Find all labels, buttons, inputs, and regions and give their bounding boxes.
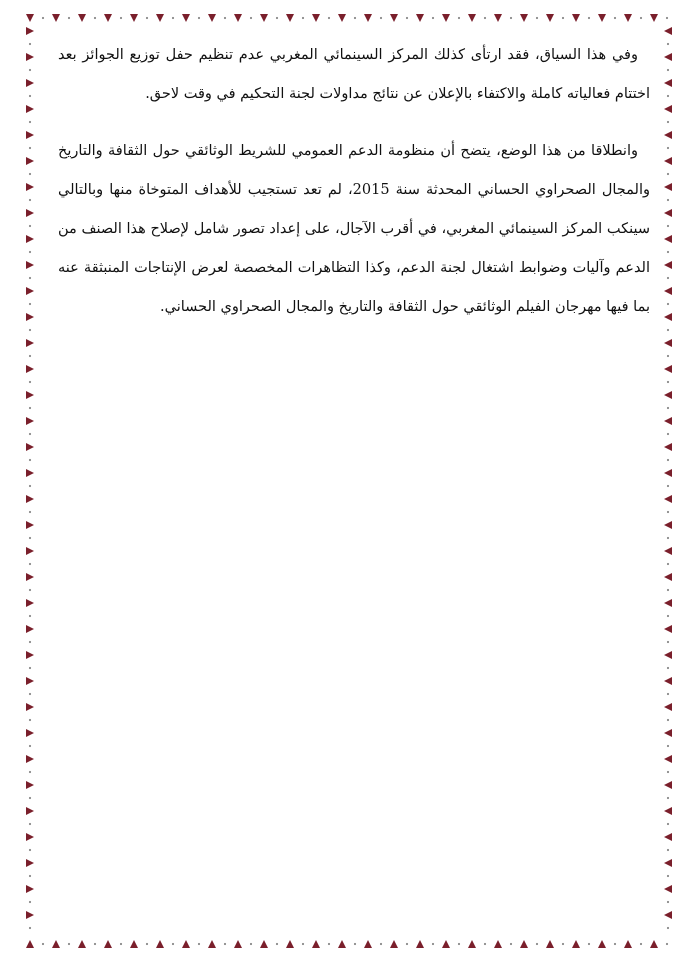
border-arrow-mark	[364, 940, 372, 948]
border-arrow-mark	[598, 940, 606, 948]
border-arrow-mark	[26, 521, 34, 529]
border-dot-mark	[29, 251, 31, 253]
border-dot-mark	[667, 173, 669, 175]
border-arrow-mark	[416, 940, 424, 948]
border-arrow-mark	[52, 14, 60, 22]
border-dot-mark	[29, 537, 31, 539]
border-dot-mark	[42, 17, 44, 19]
border-dot-mark	[250, 943, 252, 945]
border-arrow-mark	[26, 781, 34, 789]
border-arrow-mark	[664, 53, 672, 61]
border-dot-mark	[29, 641, 31, 643]
border-arrow-mark	[26, 365, 34, 373]
border-arrow-mark	[546, 940, 554, 948]
border-arrow-mark	[664, 677, 672, 685]
border-dot-mark	[120, 17, 122, 19]
border-dot-mark	[667, 69, 669, 71]
border-dot-mark	[588, 943, 590, 945]
border-arrow-mark	[26, 105, 34, 113]
border-dot-mark	[667, 329, 669, 331]
border-arrow-mark	[104, 14, 112, 22]
border-dot-mark	[667, 511, 669, 513]
border-dot-mark	[29, 823, 31, 825]
border-dot-mark	[29, 563, 31, 565]
border-arrow-mark	[182, 940, 190, 948]
border-dot-mark	[562, 943, 564, 945]
border-dot-mark	[172, 17, 174, 19]
border-dot-mark	[29, 875, 31, 877]
border-arrow-mark	[26, 547, 34, 555]
border-dot-mark	[667, 563, 669, 565]
border-dot-mark	[29, 173, 31, 175]
border-arrow-mark	[650, 14, 658, 22]
border-arrow-mark	[26, 807, 34, 815]
border-dot-mark	[42, 943, 44, 945]
border-arrow-mark	[208, 14, 216, 22]
border-dot-mark	[29, 693, 31, 695]
border-arrow-mark	[26, 261, 34, 269]
border-dot-mark	[666, 17, 668, 19]
border-arrow-mark	[520, 940, 528, 948]
border-arrow-mark	[26, 911, 34, 919]
border-arrow-mark	[664, 859, 672, 867]
border-arrow-mark	[664, 521, 672, 529]
border-arrow-mark	[312, 940, 320, 948]
border-arrow-mark	[664, 443, 672, 451]
border-arrow-mark	[26, 703, 34, 711]
border-dot-mark	[146, 943, 148, 945]
border-arrow-mark	[598, 14, 606, 22]
border-dot-mark	[536, 943, 538, 945]
border-dot-mark	[380, 17, 382, 19]
border-dot-mark	[120, 943, 122, 945]
paragraph-1: وفي هذا السياق، فقد ارتأى كذلك المركز السينمائي المغربي عدم تنظيم حفل توزيع الجوائز بعد اختتام فعالياته كاملة والاكتفاء بالإعلان عن نتائج مداولات لجنة التحكيم في وقت لاحق.	[58, 47, 650, 102]
border-dot-mark	[29, 511, 31, 513]
border-arrow-mark	[664, 209, 672, 217]
border-dot-mark	[250, 17, 252, 19]
border-arrow-mark	[234, 14, 242, 22]
border-arrow-mark	[78, 940, 86, 948]
border-dot-mark	[667, 901, 669, 903]
border-arrow-mark	[664, 729, 672, 737]
border-arrow-mark	[26, 755, 34, 763]
border-dot-mark	[276, 17, 278, 19]
border-arrow-mark	[26, 339, 34, 347]
border-dot-mark	[94, 943, 96, 945]
border-dot-mark	[29, 199, 31, 201]
border-arrow-mark	[234, 940, 242, 948]
border-dot-mark	[667, 875, 669, 877]
border-arrow-mark	[26, 53, 34, 61]
document-body	[58, 36, 650, 345]
border-arrow-mark	[664, 807, 672, 815]
border-dot-mark	[29, 95, 31, 97]
border-arrow-mark	[26, 940, 34, 948]
border-dot-mark	[667, 225, 669, 227]
border-dot-mark	[29, 849, 31, 851]
border-dot-mark	[667, 43, 669, 45]
border-dot-mark	[667, 95, 669, 97]
border-dot-mark	[667, 485, 669, 487]
border-arrow-mark	[468, 14, 476, 22]
border-arrow-mark	[664, 469, 672, 477]
border-dot-mark	[29, 329, 31, 331]
border-arrow-mark	[494, 14, 502, 22]
border-dot-mark	[667, 121, 669, 123]
border-arrow-mark	[664, 599, 672, 607]
border-dot-mark	[29, 615, 31, 617]
border-dot-mark	[406, 17, 408, 19]
border-dot-mark	[29, 433, 31, 435]
border-arrow-mark	[664, 339, 672, 347]
border-dot-mark	[29, 303, 31, 305]
border-dot-mark	[29, 69, 31, 71]
border-arrow-mark	[26, 833, 34, 841]
border-dot-mark	[588, 17, 590, 19]
border-arrow-mark	[26, 677, 34, 685]
border-dot-mark	[667, 667, 669, 669]
border-arrow-mark	[26, 469, 34, 477]
border-arrow-mark	[664, 183, 672, 191]
border-dot-mark	[667, 303, 669, 305]
border-arrow-mark	[208, 940, 216, 948]
border-arrow-mark	[650, 940, 658, 948]
border-dot-mark	[354, 17, 356, 19]
border-arrow-mark	[260, 940, 268, 948]
border-dot-mark	[29, 277, 31, 279]
border-dot-mark	[667, 433, 669, 435]
border-dot-mark	[667, 693, 669, 695]
border-dot-mark	[302, 17, 304, 19]
border-dot-mark	[432, 943, 434, 945]
border-dot-mark	[484, 17, 486, 19]
border-arrow-mark	[624, 14, 632, 22]
paragraph-2: وانطلاقا من هذا الوضع، يتضح أن منظومة الدعم العمومي للشريط الوثائقي حول الثقافة والتاريخ والمجال الصحراوي الحساني المحدثة سنة 2015، لم تعد تستجيب للأهداف المتوخاة منها وبالتالي سينكب المركز السينمائي المغربي، في أقرب الآجال، على إعداد تصور شامل لإصلاح هذا الصنف من الدعم وآليات وضوابط اشتغال لجنة الدعم، وكذا التظاهرات المخصصة لعرض الإنتاجات المنبثقة عنه بما فيها مهرجان الفيلم الوثائقي حول الثقافة والتاريخ والمجال الصحراوي الحساني.	[58, 143, 650, 315]
border-arrow-mark	[26, 391, 34, 399]
border-arrow-mark	[572, 940, 580, 948]
border-arrow-mark	[442, 940, 450, 948]
border-arrow-mark	[664, 495, 672, 503]
border-dot-mark	[29, 667, 31, 669]
border-dot-mark	[380, 943, 382, 945]
border-arrow-mark	[286, 940, 294, 948]
border-arrow-mark	[664, 157, 672, 165]
border-dot-mark	[432, 17, 434, 19]
border-arrow-mark	[664, 573, 672, 581]
border-dot-mark	[458, 17, 460, 19]
border-dot-mark	[666, 943, 668, 945]
border-dot-mark	[510, 17, 512, 19]
border-dot-mark	[667, 849, 669, 851]
border-arrow-mark	[664, 79, 672, 87]
border-arrow-mark	[26, 157, 34, 165]
border-dot-mark	[562, 17, 564, 19]
border-dot-mark	[29, 589, 31, 591]
border-dot-mark	[224, 17, 226, 19]
border-dot-mark	[29, 147, 31, 149]
border-arrow-mark	[468, 940, 476, 948]
border-dot-mark	[667, 381, 669, 383]
border-dot-mark	[406, 943, 408, 945]
border-arrow-mark	[26, 14, 34, 22]
border-arrow-mark	[26, 313, 34, 321]
border-arrow-mark	[26, 729, 34, 737]
border-arrow-mark	[546, 14, 554, 22]
border-dot-mark	[484, 943, 486, 945]
border-arrow-mark	[494, 940, 502, 948]
border-dot-mark	[667, 823, 669, 825]
border-dot-mark	[29, 771, 31, 773]
border-dot-mark	[29, 355, 31, 357]
border-dot-mark	[172, 943, 174, 945]
border-dot-mark	[68, 943, 70, 945]
border-dot-mark	[667, 407, 669, 409]
border-arrow-mark	[26, 625, 34, 633]
border-dot-mark	[198, 17, 200, 19]
border-arrow-mark	[664, 313, 672, 321]
border-arrow-mark	[338, 940, 346, 948]
border-arrow-mark	[26, 443, 34, 451]
border-arrow-mark	[664, 625, 672, 633]
border-dot-mark	[536, 17, 538, 19]
border-arrow-mark	[26, 859, 34, 867]
border-dot-mark	[328, 943, 330, 945]
border-dot-mark	[29, 381, 31, 383]
border-dot-mark	[667, 719, 669, 721]
border-dot-mark	[276, 943, 278, 945]
border-dot-mark	[146, 17, 148, 19]
border-arrow-mark	[664, 755, 672, 763]
border-dot-mark	[29, 927, 31, 929]
border-arrow-mark	[664, 365, 672, 373]
border-arrow-mark	[390, 14, 398, 22]
border-arrow-mark	[26, 79, 34, 87]
border-dot-mark	[640, 943, 642, 945]
border-dot-mark	[667, 147, 669, 149]
border-arrow-mark	[338, 14, 346, 22]
border-dot-mark	[667, 199, 669, 201]
border-arrow-mark	[26, 209, 34, 217]
border-dot-mark	[458, 943, 460, 945]
border-dot-mark	[667, 251, 669, 253]
border-dot-mark	[667, 589, 669, 591]
border-arrow-mark	[664, 417, 672, 425]
border-dot-mark	[667, 459, 669, 461]
border-dot-mark	[29, 901, 31, 903]
border-dot-mark	[328, 17, 330, 19]
border-arrow-mark	[26, 235, 34, 243]
border-dot-mark	[640, 17, 642, 19]
border-dot-mark	[94, 17, 96, 19]
border-dot-mark	[29, 121, 31, 123]
border-arrow-mark	[26, 287, 34, 295]
border-arrow-mark	[26, 131, 34, 139]
border-arrow-mark	[26, 651, 34, 659]
border-dot-mark	[29, 719, 31, 721]
border-arrow-mark	[104, 940, 112, 948]
border-arrow-mark	[26, 495, 34, 503]
border-arrow-mark	[664, 885, 672, 893]
border-dot-mark	[667, 641, 669, 643]
border-arrow-mark	[416, 14, 424, 22]
border-dot-mark	[667, 797, 669, 799]
border-dot-mark	[667, 277, 669, 279]
border-arrow-mark	[130, 14, 138, 22]
border-dot-mark	[29, 485, 31, 487]
border-arrow-mark	[664, 651, 672, 659]
border-arrow-mark	[664, 781, 672, 789]
border-arrow-mark	[156, 940, 164, 948]
border-arrow-mark	[664, 703, 672, 711]
border-dot-mark	[29, 797, 31, 799]
border-arrow-mark	[156, 14, 164, 22]
border-arrow-mark	[664, 833, 672, 841]
border-dot-mark	[667, 771, 669, 773]
border-arrow-mark	[390, 940, 398, 948]
border-dot-mark	[29, 225, 31, 227]
border-arrow-mark	[26, 27, 34, 35]
border-dot-mark	[614, 17, 616, 19]
border-dot-mark	[29, 459, 31, 461]
border-dot-mark	[29, 43, 31, 45]
border-arrow-mark	[26, 599, 34, 607]
border-arrow-mark	[26, 417, 34, 425]
border-dot-mark	[614, 943, 616, 945]
border-dot-mark	[667, 615, 669, 617]
border-arrow-mark	[664, 547, 672, 555]
border-dot-mark	[29, 407, 31, 409]
border-arrow-mark	[26, 573, 34, 581]
border-dot-mark	[302, 943, 304, 945]
border-dot-mark	[667, 355, 669, 357]
border-dot-mark	[510, 943, 512, 945]
border-arrow-mark	[52, 940, 60, 948]
border-arrow-mark	[364, 14, 372, 22]
border-dot-mark	[667, 927, 669, 929]
border-arrow-mark	[312, 14, 320, 22]
border-dot-mark	[68, 17, 70, 19]
border-dot-mark	[29, 745, 31, 747]
border-arrow-mark	[664, 261, 672, 269]
border-arrow-mark	[26, 183, 34, 191]
border-arrow-mark	[664, 391, 672, 399]
border-arrow-mark	[130, 940, 138, 948]
border-arrow-mark	[664, 105, 672, 113]
border-arrow-mark	[78, 14, 86, 22]
border-dot-mark	[354, 943, 356, 945]
border-arrow-mark	[260, 14, 268, 22]
border-dot-mark	[198, 943, 200, 945]
border-arrow-mark	[26, 885, 34, 893]
border-arrow-mark	[442, 14, 450, 22]
border-arrow-mark	[664, 235, 672, 243]
border-arrow-mark	[664, 287, 672, 295]
border-arrow-mark	[664, 911, 672, 919]
border-arrow-mark	[664, 131, 672, 139]
border-arrow-mark	[286, 14, 294, 22]
border-arrow-mark	[572, 14, 580, 22]
border-arrow-mark	[624, 940, 632, 948]
border-arrow-mark	[520, 14, 528, 22]
border-dot-mark	[224, 943, 226, 945]
border-arrow-mark	[182, 14, 190, 22]
border-dot-mark	[667, 745, 669, 747]
border-arrow-mark	[664, 27, 672, 35]
border-dot-mark	[667, 537, 669, 539]
